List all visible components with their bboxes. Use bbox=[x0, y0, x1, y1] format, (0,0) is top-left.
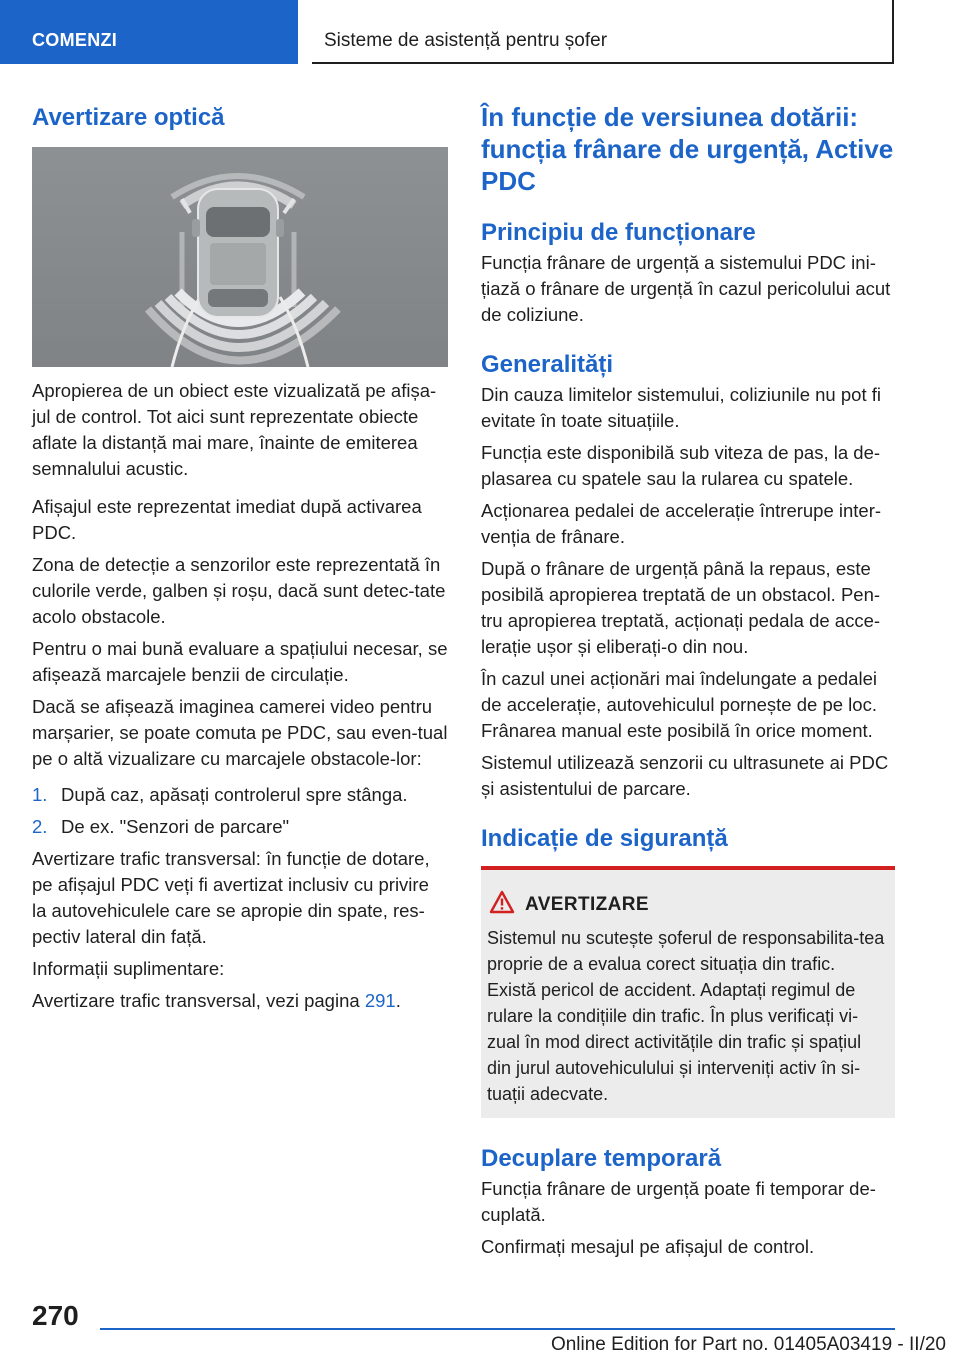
heading-safety: Indicație de siguranță bbox=[481, 825, 728, 852]
header-section-label: COMENZI bbox=[32, 30, 118, 50]
step-text: De ex. "Senzori de parcare" bbox=[61, 816, 290, 837]
paragraph-temporary-disable: Funcția frânare de urgență poate fi temporar de-cuplată. bbox=[481, 1178, 876, 1225]
warning-title: AVERTIZARE bbox=[525, 894, 649, 915]
left-column-body bbox=[32, 378, 448, 1014]
heading-principle: Principiu de funcționare bbox=[481, 219, 756, 246]
footer-edition: Online Edition for Part no. 01405A03419 - II/20 bbox=[550, 1334, 946, 1355]
step-number: 2. bbox=[32, 816, 48, 837]
list-item bbox=[32, 814, 448, 840]
paragraph-cross-traffic: Avertizare trafic transversal: în funcție de dotare, pe afișajul PDC veți fi avertizat inclusiv cu privire la autovehiculele care se apropie din spate, res-pectiv lateral din față. bbox=[32, 848, 430, 947]
paragraph-more-info: Informații suplimentare: bbox=[32, 958, 225, 979]
paragraph-prolonged-press: În cazul unei acționări mai îndelungate a pedalei de accelerație, autovehiculul pornește de pe loc. Frânarea manual este posibilă în orice moment. bbox=[481, 668, 877, 741]
heading-emergency-braking: În funcție de versiunea dotării: funcția frânare de urgență, Active PDC bbox=[481, 102, 894, 196]
paragraph-approach: Apropierea de un obiect este vizualizată pe afișa-jul de control. Tot aici sunt reprezentate obiecte aflate la distanță mai mare, înainte de emiterea semnalului acustic. bbox=[32, 380, 437, 479]
header-section-tab bbox=[0, 0, 298, 64]
paragraph-sensors: Sistemul utilizează senzorii cu ultrasunete ai PDC și asistentului de parcare. bbox=[481, 752, 889, 799]
heading-general: Generalități bbox=[481, 351, 614, 378]
pdc-display-illustration bbox=[32, 147, 448, 367]
footer-divider bbox=[100, 1328, 895, 1330]
header-chapter-box bbox=[312, 0, 894, 64]
warning-text: Sistemul nu scutește șoferul de responsabilita-tea proprie de a evalua corect situația din trafic. Există pericol de accident. Adaptați regimul de rulare la condițiile din trafic. În plus verificați vi-zual în mod direct activitățile din trafic și spațiul din jurul autovehiculului și interveniți activ în si-tuații adecvate. bbox=[487, 928, 885, 1104]
header-separator bbox=[298, 0, 312, 64]
pdc-car-illustration bbox=[32, 147, 448, 367]
step-number: 1. bbox=[32, 784, 48, 805]
page-number: 270 bbox=[32, 1300, 79, 1331]
warning-box bbox=[481, 866, 895, 1118]
paragraph-display-activation: Afișajul este reprezentat imediat după activarea PDC. bbox=[32, 496, 422, 543]
paragraph-accelerator: Acționarea pedalei de accelerație întrerupe inter-venția de frânare. bbox=[481, 500, 882, 547]
list-item bbox=[32, 782, 448, 808]
warning-triangle-icon bbox=[489, 890, 515, 914]
steps-list bbox=[32, 782, 448, 840]
reference-text: Avertizare trafic transversal, vezi pagina bbox=[32, 990, 365, 1011]
heading-visual-warning: Avertizare optică bbox=[32, 104, 225, 131]
paragraph-lane-markings: Pentru o mai bună evaluare a spațiului necesar, se afișează marcajele benzii de circulație. bbox=[32, 638, 448, 685]
reference-suffix: . bbox=[395, 990, 401, 1011]
paragraph-availability: Funcția este disponibilă sub viteza de pas, la de-plasarea cu spatele sau la rularea cu spatele. bbox=[481, 442, 881, 489]
paragraph-reference bbox=[32, 988, 448, 1014]
paragraph-approach-obstacle: După o frânare de urgență până la repaus, este posibilă apropierea treptată de un obstacol. Pen-tru apropierea treptată, acționați pedala de acce-lerație ușor și eliberați-o din nou. bbox=[481, 558, 881, 657]
step-text: După caz, apăsați controlerul spre stânga. bbox=[61, 784, 408, 805]
paragraph-camera-switch: Dacă se afișează imaginea camerei video pentru marșarier, se poate comuta pe PDC, sau even-tual pe o altă vizualizare cu marcajele obstacole-lor: bbox=[32, 696, 448, 769]
right-column-bottom bbox=[481, 1144, 895, 1260]
paragraph-principle: Funcția frânare de urgență a sistemului PDC ini-țiază o frânare de urgență în cazul pericolului acut de coliziune. bbox=[481, 252, 891, 325]
paragraph-confirm-message: Confirmați mesajul pe afișajul de control. bbox=[481, 1236, 815, 1257]
heading-temporary-disable: Decuplare temporară bbox=[481, 1145, 722, 1172]
paragraph-detection-zone: Zona de detecție a senzorilor este reprezentată în culorile verde, galben și roșu, dacă sunt detec-tate acolo obstacole. bbox=[32, 554, 446, 627]
page-link-291[interactable]: 291 bbox=[364, 990, 396, 1011]
paragraph-limits: Din cauza limitelor sistemului, coliziunile nu pot fi evitate în toate situațiile. bbox=[481, 384, 881, 431]
header-chapter-label: Sisteme de asistență pentru șofer bbox=[324, 30, 608, 51]
right-column-body bbox=[481, 218, 895, 854]
